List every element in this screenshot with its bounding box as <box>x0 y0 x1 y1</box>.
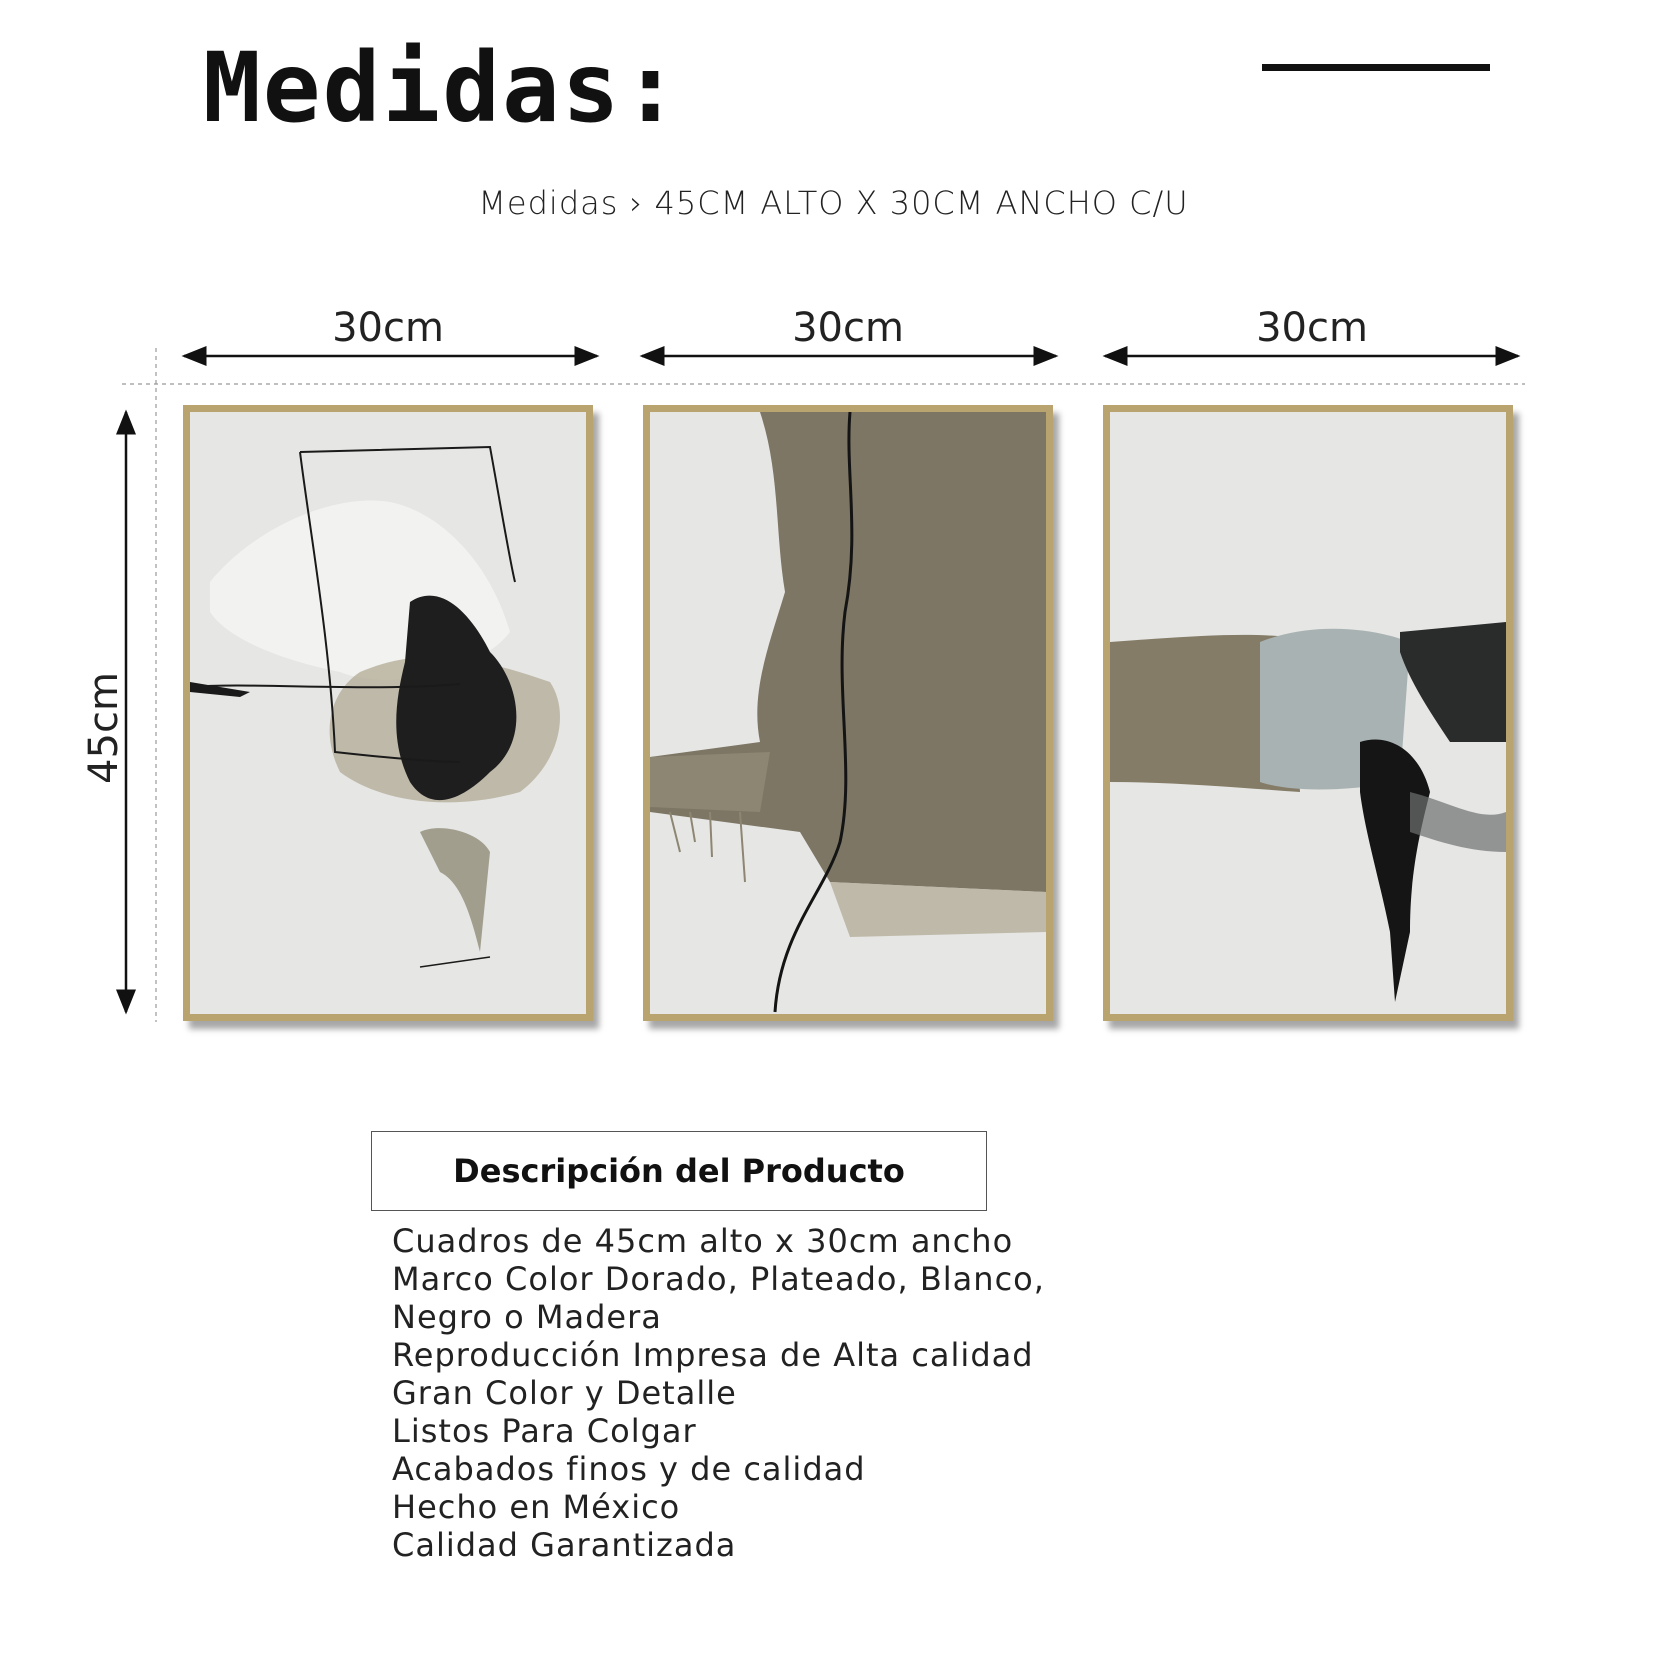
width-label-1: 30cm <box>332 305 444 351</box>
description-line: Marco Color Dorado, Plateado, Blanco, <box>392 1260 1045 1298</box>
description-line: Negro o Madera <box>392 1298 662 1336</box>
abstract-art-right <box>1110 412 1506 1014</box>
painting-frame-right <box>1103 405 1513 1021</box>
description-line: Cuadros de 45cm alto x 30cm ancho <box>392 1222 1014 1260</box>
abstract-art-center <box>650 412 1046 1014</box>
description-list <box>392 1222 1092 1564</box>
height-label: 45cm <box>81 672 127 784</box>
description-line: Calidad Garantizada <box>392 1526 737 1564</box>
description-line: Gran Color y Detalle <box>392 1374 737 1412</box>
width-label-2: 30cm <box>792 305 904 351</box>
description-line: Listos Para Colgar <box>392 1412 697 1450</box>
description-heading-box <box>371 1131 987 1211</box>
page-title: Medidas: <box>203 32 682 144</box>
description-line: Acabados finos y de calidad <box>392 1450 866 1488</box>
painting-frame-left <box>183 405 593 1021</box>
painting-frame-center <box>643 405 1053 1021</box>
description-line: Hecho en México <box>392 1488 681 1526</box>
description-heading: Descripción del Producto <box>453 1152 905 1190</box>
width-label-3: 30cm <box>1256 305 1368 351</box>
subtitle: Medidas › 45CM ALTO X 30CM ANCHO C/U <box>478 184 1189 222</box>
abstract-art-left <box>190 412 586 1014</box>
description-line: Reproducción Impresa de Alta calidad <box>392 1336 1034 1374</box>
